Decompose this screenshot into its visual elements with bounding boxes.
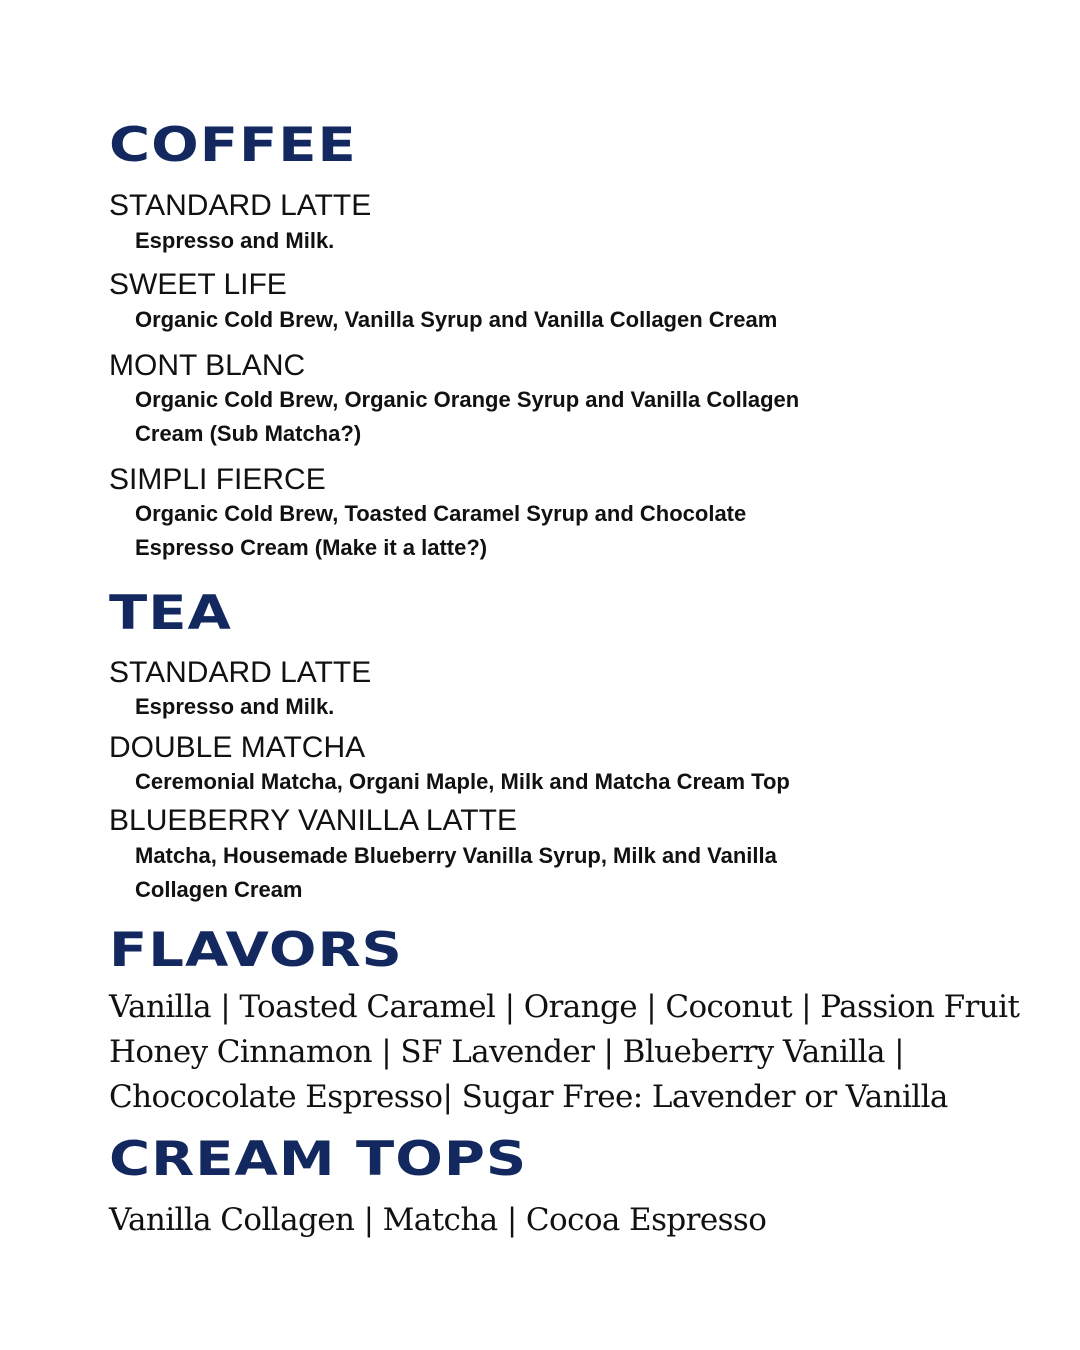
item-description: Organic Cold Brew, Organic Orange Syrup and Vanilla Collagen	[135, 387, 800, 412]
tea-heading: TEA	[109, 585, 232, 641]
item-name: BLUEBERRY VANILLA LATTE	[109, 804, 517, 837]
item-description: Espresso and Milk.	[135, 228, 335, 253]
cream-tops-list-line: Vanilla Collagen | Matcha | Cocoa Espresso	[109, 1202, 767, 1238]
flavors-list-line: Honey Cinnamon | SF Lavender | Blueberry Vanilla |	[109, 1034, 904, 1070]
cream-tops-heading: CREAM TOPS	[109, 1131, 528, 1187]
item-name: MONT BLANC	[109, 349, 306, 382]
item-description: Cream (Sub Matcha?)	[135, 421, 362, 446]
item-description: Espresso Cream (Make it a latte?)	[135, 535, 488, 560]
flavors-list-line: Vanilla | Toasted Caramel | Orange | Coconut | Passion Fruit	[109, 989, 1020, 1025]
flavors-list-line: Chococolate Espresso| Sugar Free: Lavender or Vanilla	[109, 1079, 948, 1115]
item-name: SIMPLI FIERCE	[109, 463, 326, 496]
item-name: DOUBLE MATCHA	[109, 731, 366, 764]
item-name: SWEET LIFE	[109, 268, 287, 301]
item-name: STANDARD LATTE	[109, 189, 372, 222]
item-description: Collagen Cream	[135, 877, 303, 902]
item-description: Organic Cold Brew, Vanilla Syrup and Vanilla Collagen Cream	[135, 307, 778, 332]
item-description: Matcha, Housemade Blueberry Vanilla Syrup, Milk and Vanilla	[135, 843, 777, 868]
item-description: Ceremonial Matcha, Organi Maple, Milk and Matcha Cream Top	[135, 769, 790, 794]
item-description: Organic Cold Brew, Toasted Caramel Syrup and Chocolate	[135, 501, 747, 526]
flavors-heading: FLAVORS	[109, 922, 403, 978]
item-name: STANDARD LATTE	[109, 656, 372, 689]
coffee-heading: COFFEE	[109, 117, 357, 173]
item-description: Espresso and Milk.	[135, 694, 335, 719]
